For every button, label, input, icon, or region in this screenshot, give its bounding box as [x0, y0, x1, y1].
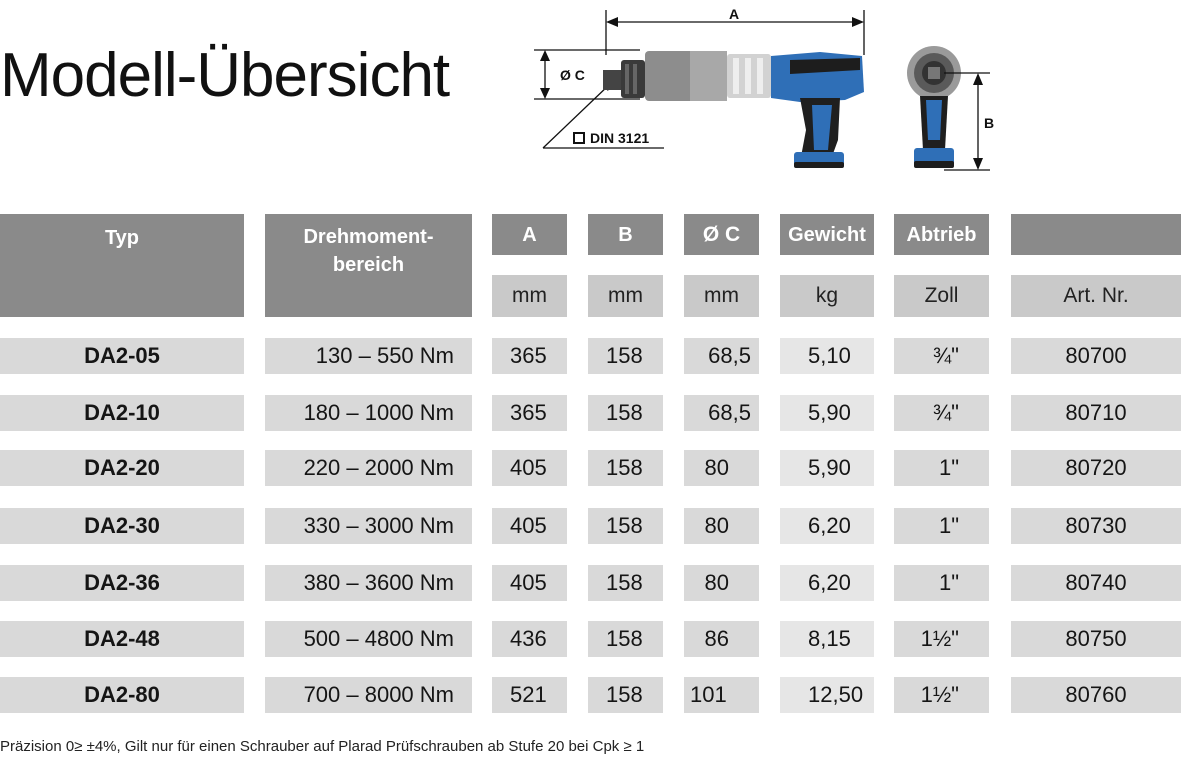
cell-c: 80: [684, 450, 759, 486]
cell-abtrieb: ¾": [894, 338, 989, 374]
cell-a: 405: [492, 565, 567, 601]
cell-abtrieb: ¾": [894, 395, 989, 431]
header-c: Ø C: [684, 214, 759, 255]
cell-drehmoment: 330 – 3000 Nm: [265, 508, 472, 544]
page-title: Modell-Übersicht: [0, 41, 450, 110]
cell-b: 158: [588, 395, 663, 431]
unit-c: mm: [684, 275, 759, 317]
unit-artnr: Art. Nr.: [1011, 275, 1181, 317]
cell-a: 405: [492, 450, 567, 486]
cell-abtrieb: 1": [894, 565, 989, 601]
cell-typ: DA2-36: [0, 565, 244, 601]
unit-abtrieb: Zoll: [894, 275, 989, 317]
cell-c: 68,5: [684, 395, 759, 431]
tool-dimension-drawing: [0, 0, 1184, 190]
cell-artnr: 80710: [1011, 395, 1181, 431]
cell-a: 365: [492, 338, 567, 374]
dimension-b-label: B: [984, 115, 995, 131]
header-a: A: [492, 214, 567, 255]
unit-b: mm: [588, 275, 663, 317]
cell-abtrieb: 1½": [894, 677, 989, 713]
cell-gewicht: 5,90: [780, 395, 874, 431]
tool-front-view: [907, 46, 961, 168]
cell-artnr: 80720: [1011, 450, 1181, 486]
cell-a: 521: [492, 677, 567, 713]
header-drehmoment: Drehmoment- bereich: [265, 214, 472, 317]
cell-c: 80: [684, 508, 759, 544]
cell-b: 158: [588, 450, 663, 486]
header-typ: Typ: [0, 214, 244, 317]
cell-b: 158: [588, 621, 663, 657]
cell-a: 405: [492, 508, 567, 544]
footnote: Präzision 0≥ ±4%, Gilt nur für einen Schrauber auf Plarad Prüfschrauben ab Stufe 20 bei Cpk ≥ 1: [0, 738, 645, 755]
cell-drehmoment: 500 – 4800 Nm: [265, 621, 472, 657]
cell-artnr: 80730: [1011, 508, 1181, 544]
dimension-c-label: Ø C: [560, 67, 585, 83]
cell-b: 158: [588, 338, 663, 374]
cell-typ: DA2-48: [0, 621, 244, 657]
cell-drehmoment: 130 – 550 Nm: [265, 338, 472, 374]
cell-b: 158: [588, 508, 663, 544]
unit-gewicht: kg: [780, 275, 874, 317]
cell-typ: DA2-10: [0, 395, 244, 431]
header-b: B: [588, 214, 663, 255]
header-abtrieb: Abtrieb: [894, 214, 989, 255]
cell-artnr: 80750: [1011, 621, 1181, 657]
cell-b: 158: [588, 565, 663, 601]
cell-drehmoment: 180 – 1000 Nm: [265, 395, 472, 431]
cell-c: 80: [684, 565, 759, 601]
cell-typ: DA2-20: [0, 450, 244, 486]
cell-gewicht: 6,20: [780, 565, 874, 601]
cell-a: 365: [492, 395, 567, 431]
cell-typ: DA2-30: [0, 508, 244, 544]
cell-artnr: 80700: [1011, 338, 1181, 374]
cell-gewicht: 5,90: [780, 450, 874, 486]
header-gewicht: Gewicht: [780, 214, 874, 255]
header-artnr: [1011, 214, 1181, 255]
tool-side-view: [603, 51, 864, 168]
unit-a: mm: [492, 275, 567, 317]
cell-abtrieb: 1½": [894, 621, 989, 657]
dimension-a-label: A: [728, 6, 740, 22]
cell-abtrieb: 1": [894, 508, 989, 544]
cell-typ: DA2-05: [0, 338, 244, 374]
cell-c: 86: [684, 621, 759, 657]
cell-gewicht: 5,10: [780, 338, 874, 374]
din-label: DIN 3121: [590, 130, 650, 146]
cell-gewicht: 12,50: [780, 677, 874, 713]
cell-c: 101: [684, 677, 759, 713]
cell-artnr: 80740: [1011, 565, 1181, 601]
cell-b: 158: [588, 677, 663, 713]
cell-drehmoment: 220 – 2000 Nm: [265, 450, 472, 486]
cell-gewicht: 8,15: [780, 621, 874, 657]
cell-c: 68,5: [684, 338, 759, 374]
cell-drehmoment: 700 – 8000 Nm: [265, 677, 472, 713]
cell-abtrieb: 1": [894, 450, 989, 486]
cell-a: 436: [492, 621, 567, 657]
cell-gewicht: 6,20: [780, 508, 874, 544]
cell-artnr: 80760: [1011, 677, 1181, 713]
cell-typ: DA2-80: [0, 677, 244, 713]
cell-drehmoment: 380 – 3600 Nm: [265, 565, 472, 601]
square-drive-icon: [574, 133, 584, 143]
